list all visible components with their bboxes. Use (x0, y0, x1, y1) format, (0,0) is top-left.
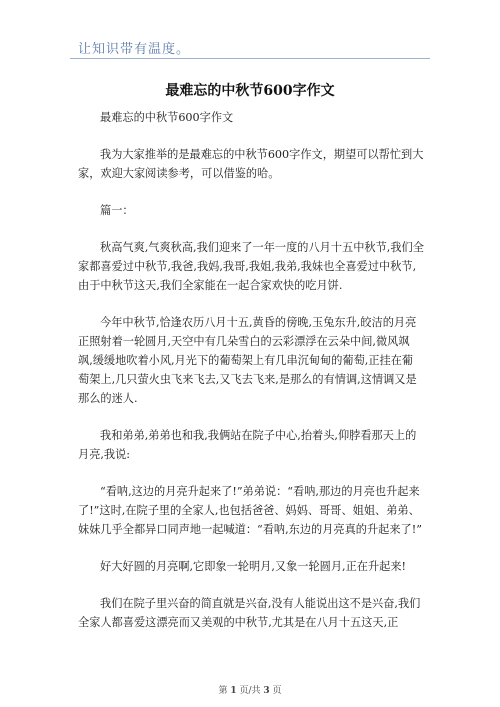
paragraph-subtitle: 最难忘的中秋节600字作文 (100, 111, 234, 124)
paragraph: 我们在院子里兴奋的简直就是兴奋,没有人能说出这不是兴奋,我们全家人都喜爱这漂亮而又美观的中秋节,尤其是在八月十五这天,正 (78, 597, 421, 629)
footer-middle: 页/共 (239, 686, 261, 696)
footer-current-page: 1 (230, 686, 237, 696)
header-slogan: 让知识带有温度。 (78, 42, 191, 57)
paragraph: “看呐,这边的月亮升起来了!”弟弟说：“看呐,那边的月亮也升起来了!”这时,在院子里的全家人,也包括爸爸、妈妈、哥哥、姐姐、弟弟、妹妹几乎全都异口同声地一起喊道：“看呐,东边的月亮真的升起来了!” (78, 485, 422, 536)
footer-prefix: 第 (218, 686, 228, 696)
paragraph: 好大好圆的月亮啊,它即象一轮明月,又象一轮圆月,正在升起来! (100, 560, 407, 573)
footer-suffix: 页 (272, 686, 282, 696)
footer-total-pages: 3 (263, 686, 270, 696)
paragraph-section-label: 篇一： (100, 204, 134, 217)
document-title: 最难忘的中秋节600字作文 (165, 83, 335, 99)
paragraph-intro: 我为大家推举的是最难忘的中秋节600字作文，期望可以帮忙到大家，欢迎大家阅读参考，可以借鉴的哈。 (78, 148, 424, 180)
paragraph: 今年中秋节,恰逢农历八月十五,黄昏的傍晚,玉兔东升,皎洁的月亮正照射着一轮圆月,天空中有几朵雪白的云彩漂浮在云朵中间,微风飒飒,缓缓地吹着小风,月光下的葡萄架上有几串沉甸甸的葡萄,正挂在葡萄架上,几只萤火虫飞来飞去,又飞去飞来,是那么的有情调,这情调又是那么的迷人. (78, 316, 417, 405)
header-divider (70, 58, 430, 59)
document-body (78, 108, 424, 650)
paragraph: 秋高气爽,气爽秋高,我们迎来了一年一度的八月十五中秋节,我们全家都喜爱过中秋节,我爸,我妈,我哥,我姐,我弟,我妹也全喜爱过中秋节,由于中秋节这天,我们全家能在一起合家欢快的吃月饼. (78, 241, 424, 292)
paragraph: 我和弟弟,弟弟也和我,我俩站在院子中心,抬着头,仰脖看那天上的月亮,我说: (78, 429, 417, 461)
page-footer (0, 683, 500, 696)
